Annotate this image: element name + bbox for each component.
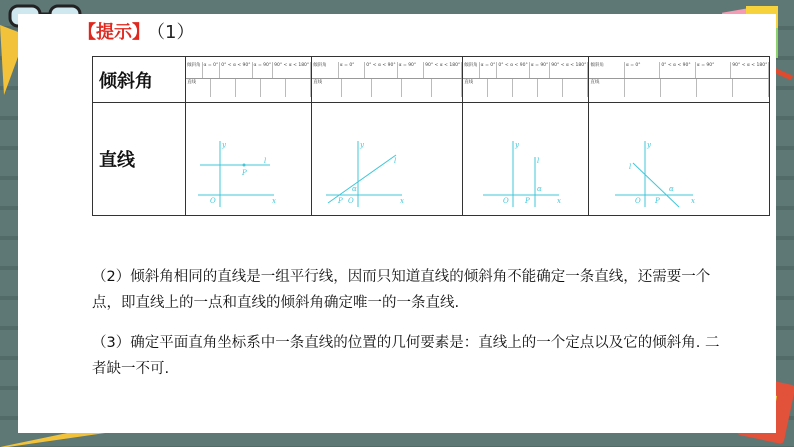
svg-text:y: y — [222, 141, 226, 149]
mini-table-3: 倾斜角 α = 0° 0° < α < 90° α = 90° 90° < α < 180° 直线 — [463, 57, 589, 103]
svg-text:y: y — [360, 141, 365, 149]
svg-text:P: P — [242, 169, 247, 177]
svg-text:x: x — [557, 197, 562, 205]
svg-text:O: O — [503, 197, 509, 205]
inclination-table — [92, 56, 770, 216]
graph-horizontal — [186, 103, 312, 216]
svg-text:α: α — [669, 185, 675, 193]
svg-text:α: α — [352, 185, 357, 193]
graph-obtuse — [589, 103, 770, 216]
svg-text:y: y — [515, 141, 520, 149]
mini-table-1: 倾斜角 α = 0° 0° < α < 90° α = 90° 90° < α < 180° 直线 — [186, 57, 312, 103]
row-header-line: 直线 — [93, 103, 186, 216]
hint-label: 【提示】 — [78, 22, 150, 43]
svg-text:O: O — [348, 197, 354, 205]
svg-text:l: l — [264, 157, 267, 165]
svg-text:P: P — [655, 197, 661, 205]
hint-heading — [78, 18, 194, 44]
row-header-angle: 倾斜角 — [93, 57, 186, 103]
mini-table-2: 倾斜角 α = 0° 0° < α < 90° α = 90° 90° < α < 180° 直线 — [312, 57, 463, 103]
svg-text:l: l — [394, 157, 397, 165]
paragraph-3: （3）确定平面直角坐标系中一条直线的位置的几何要素是：直线上的一个定点以及它的倾斜角. 二者缺一不可. — [92, 335, 720, 377]
svg-text:x: x — [400, 197, 405, 205]
svg-text:O: O — [210, 197, 216, 205]
part-number: （1） — [156, 22, 195, 43]
mini-table-4: 倾斜角 α = 0° 0° < α < 90° α = 90° 90° < α < 180° 直线 — [589, 57, 770, 103]
svg-text:y: y — [647, 141, 652, 149]
svg-text:P: P — [338, 197, 343, 205]
paragraph-2: （2）倾斜角相同的直线是一组平行线，因而只知道直线的倾斜角不能确定一条直线，还需要一个点，即直线上的一点和直线的倾斜角确定唯一的一条直线. — [92, 269, 711, 311]
svg-text:x: x — [691, 197, 696, 205]
graph-vertical — [463, 103, 589, 216]
svg-text:P: P — [525, 197, 530, 205]
svg-text:α: α — [537, 185, 542, 193]
graph-acute — [312, 103, 463, 216]
svg-text:l: l — [537, 157, 540, 165]
svg-text:l: l — [629, 163, 632, 171]
svg-text:x: x — [272, 197, 276, 205]
svg-text:O: O — [635, 197, 642, 205]
